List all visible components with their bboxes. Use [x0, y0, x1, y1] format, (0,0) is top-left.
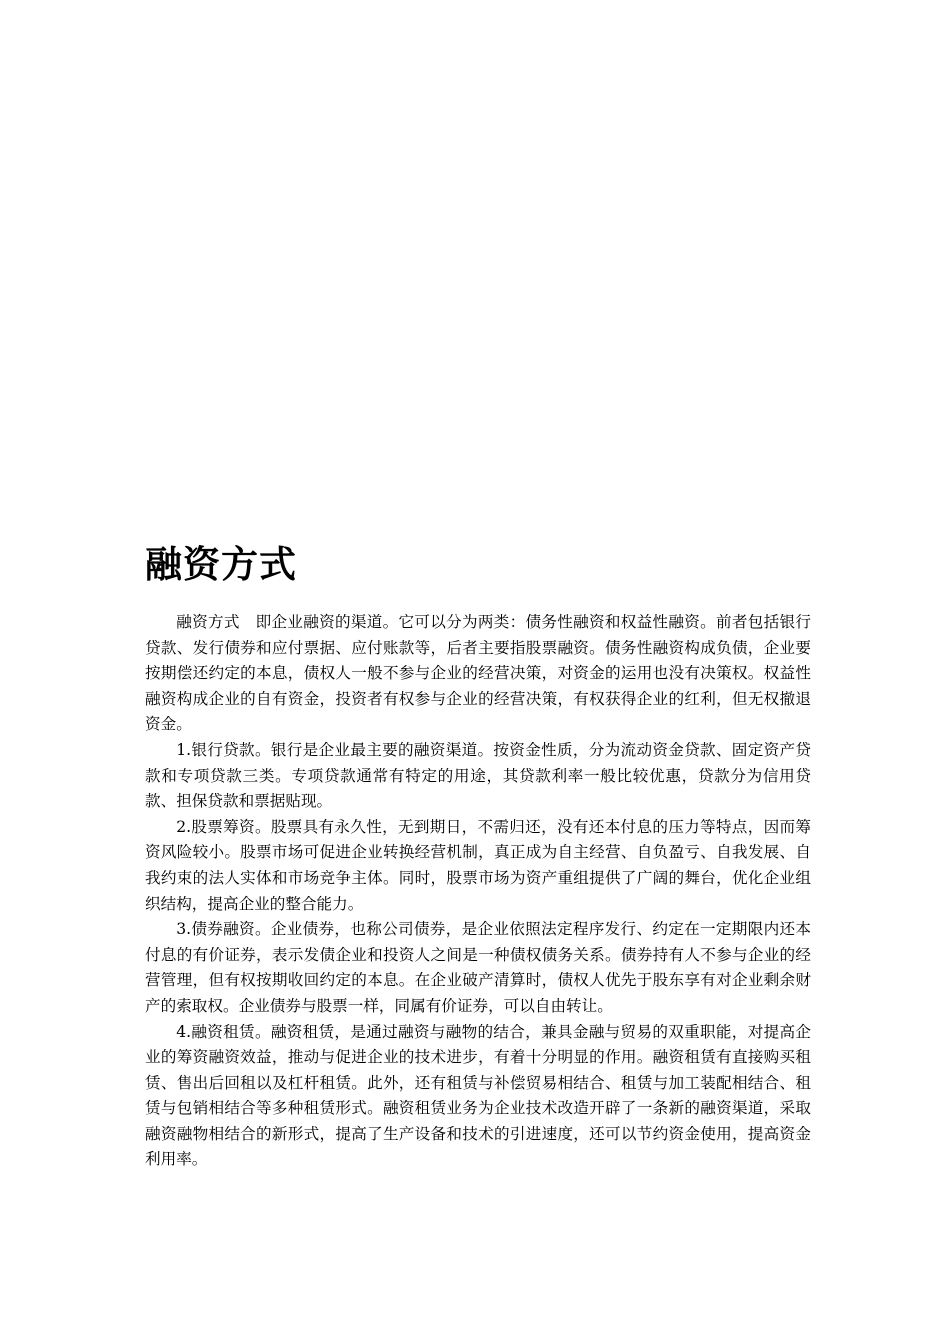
paragraph-bank-loans: 1.银行贷款。银行是企业最主要的融资渠道。按资金性质，分为流动资金贷款、固定资产贷款和专项贷款三类。专项贷款通常有特定的用途，其贷款利率一般比较优惠，贷款分为信用贷款、担保贷款和票据贴现。 — [145, 740, 811, 811]
paragraph-intro: 融资方式 即企业融资的渠道。它可以分为两类：债务性融资和权益性融资。前者包括银行贷款、发行债券和应付票据、应付账款等，后者主要指股票融资。债务性融资构成负债，企业要按期偿还约定的本息，债权人一般不参与企业的经营决策，对资金的运用也没有决策权。权益性融资构成企业的自有资金，投资者有权参与企业的经营决策，有权获得企业的红利，但无权撤退资金。 — [145, 613, 811, 734]
page-title: 融资方式 — [145, 542, 297, 586]
document-body — [145, 610, 811, 1173]
paragraph-financial-leasing: 4.融资租赁。融资租赁，是通过融资与融物的结合，兼具金融与贸易的双重职能，对提高企业的筹资融资效益，推动与促进企业的技术进步，有着十分明显的作用。融资租赁有直接购买租赁、售出后回租以及杠杆租赁。此外，还有租赁与补偿贸易相结合、租赁与加工装配相结合、租赁与包销相结合等多种租赁形式。融资租赁业务为企业技术改造开辟了一条新的融资渠道，采取融资融物相结合的新形式，提高了生产设备和技术的引进速度，还可以节约资金使用，提高资金利用率。 — [145, 1022, 811, 1169]
paragraph-bond-financing: 3.债券融资。企业债券，也称公司债券，是企业依照法定程序发行、约定在一定期限内还本付息的有价证券，表示发债企业和投资人之间是一种债权债务关系。债券持有人不参与企业的经营管理，但有权按期收回约定的本息。在企业破产清算时，债权人优先于股东享有对企业剩余财产的索取权。企业债券与股票一样，同属有价证券，可以自由转让。 — [145, 920, 811, 1015]
paragraph-stock-financing: 2.股票筹资。股票具有永久性，无到期日，不需归还，没有还本付息的压力等特点，因而筹资风险较小。股票市场可促进企业转换经营机制，真正成为自主经营、自负盈亏、自我发展、自我约束的法人实体和市场竞争主体。同时，股票市场为资产重组提供了广阔的舞台，优化企业组织结构，提高企业的整合能力。 — [145, 817, 811, 913]
